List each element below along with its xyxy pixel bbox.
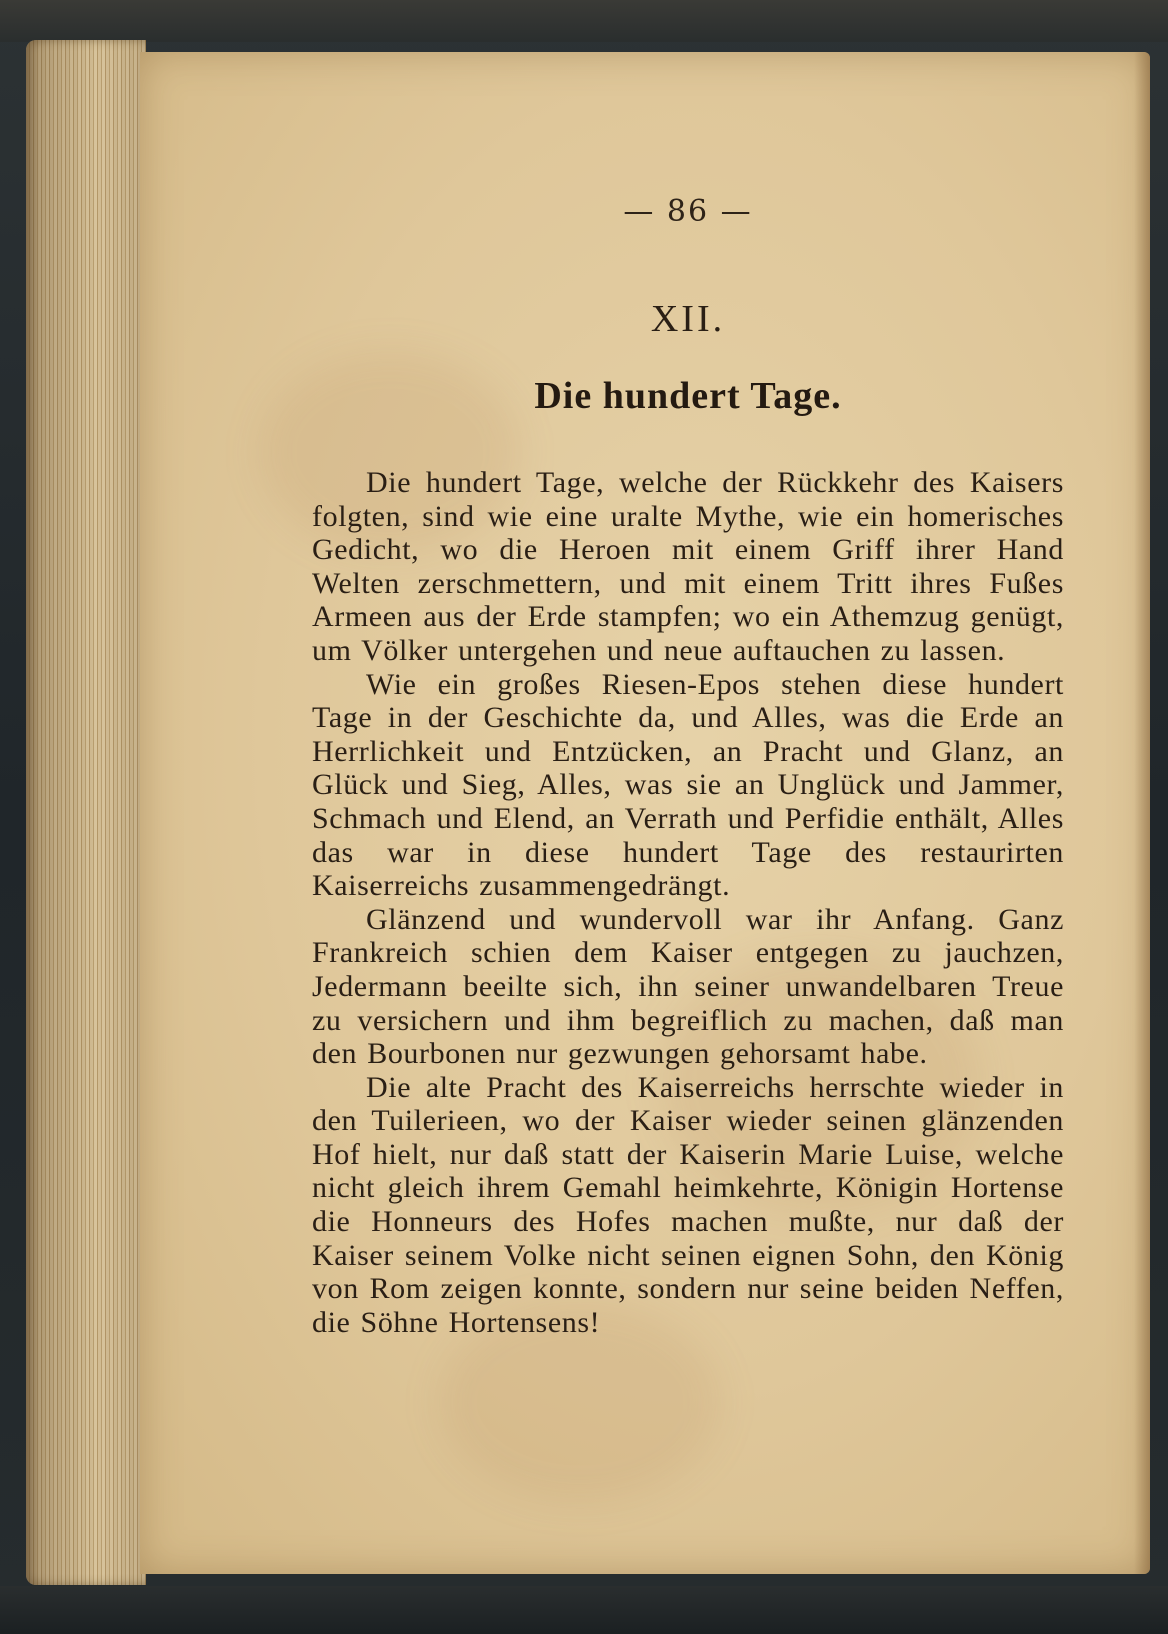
paragraph: Wie ein großes Riesen-Epos stehen diese hundert Tage in der Geschichte da, und Alles, was die Erde an Herrlichkeit und Entzücken, an Pracht und Glanz, an Glück und Sieg, Alles, was sie an Unglück und Jammer, Schmach und Elend, an Verrath und Perfidie enthält, Alles das war in diese hundert Tage des restaurirten Kaiserreichs zusammengedrängt. (312, 667, 1064, 903)
page-right-edge-shadow (1134, 52, 1150, 1574)
body-text (312, 466, 1064, 1339)
paragraph: Glänzend und wundervoll war ihr Anfang. Ganz Frankreich schien dem Kaiser entgegen zu jauchzen, Jedermann beeilte sich, ihn seiner unwandelbaren Treue zu versichern und ihm begreiflich zu machen, daß man den Bourbonen nur gezwungen gehorsamt habe. (312, 902, 1064, 1071)
paragraph: Die alte Pracht des Kaiserreichs herrschte wieder in den Tuilerieen, wo der Kaiser wieder seinen glänzenden Hof hielt, nur daß statt der Kaiserin Marie Luise, welche nicht gleich ihrem Gemahl heimkehrte, Königin Hortense die Honneurs des Hofes machen mußte, nur daß der Kaiser seinem Volke nicht seinen eignen Sohn, den König von Rom zeigen konnte, sondern nur seine beiden Neffen, die Söhne Hortensens! (312, 1070, 1064, 1339)
book-cover-bottom-edge (0, 1586, 1168, 1634)
chapter-title: Die hundert Tage. (534, 375, 842, 417)
page-stack-shadow (26, 40, 146, 1585)
book-page (140, 52, 1150, 1574)
paragraph: Die hundert Tage, welche der Rückkehr des Kaisers folgten, sind wie eine uralte Mythe, wie ein homerisches Gedicht, wo die Heroen mit einem Griff ihrer Hand Welten zerschmettern, und mit einem Tritt ihres Fußes Armeen aus der Erde stampfen; wo ein Athemzug genügt, um Völker untergehen und neue auftauchen zu lassen. (312, 466, 1064, 667)
book-cover-top-edge (0, 0, 1168, 42)
chapter-number: XII. (650, 298, 726, 340)
page-number: — 86 — (623, 194, 753, 229)
